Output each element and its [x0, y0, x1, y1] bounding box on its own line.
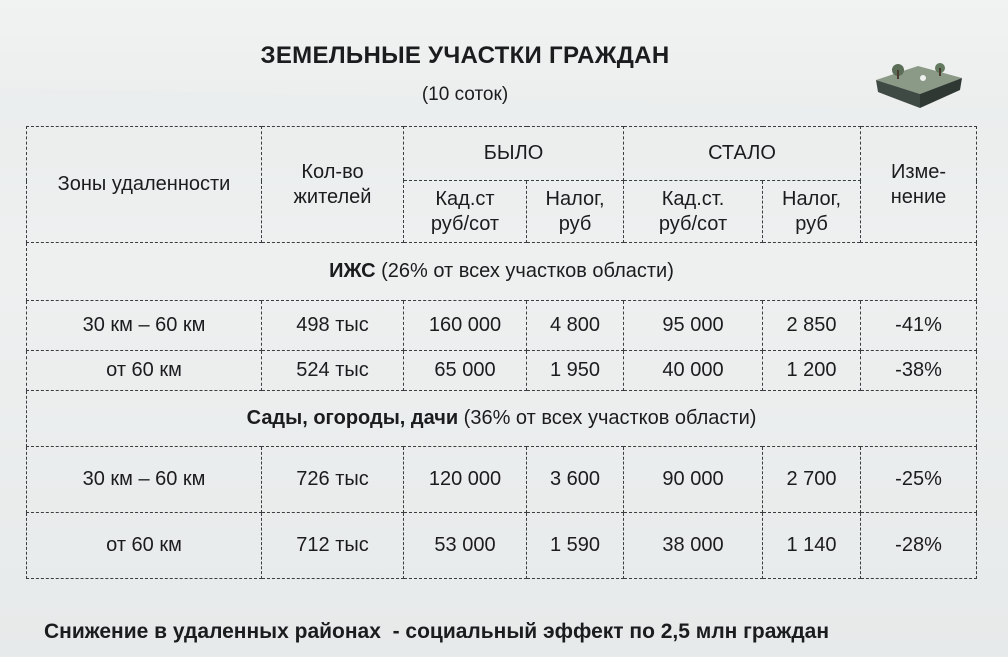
- cell-tax-before: 3 600: [527, 447, 624, 513]
- cell-cad-after: 90 000: [624, 447, 763, 513]
- cell-change: -25%: [861, 447, 977, 513]
- table-row: [27, 447, 977, 513]
- cell-cad-before: 53 000: [404, 513, 527, 579]
- header-tax-after: [763, 181, 861, 243]
- cell-change: -38%: [861, 351, 977, 391]
- header-residents-line1: Кол-во: [301, 161, 364, 184]
- land-plot-icon: [868, 48, 968, 118]
- table-row: [27, 351, 977, 391]
- footer-note: Снижение в удаленных районах - социальный эффект по 2,5 млн граждан: [44, 620, 830, 643]
- cell-change: -28%: [861, 513, 977, 579]
- header-change-line1: Изме-: [890, 161, 947, 184]
- header-change-line2: нение: [890, 185, 947, 208]
- header-tax-after-line2: руб: [795, 212, 828, 235]
- cell-tax-after: 2 850: [763, 301, 861, 351]
- header-cad-before-line2: руб/сот: [430, 212, 500, 235]
- page-subtitle: (10 соток): [421, 84, 509, 105]
- header-zones: Зоны удаленности: [27, 127, 262, 243]
- header-cad-before: [404, 181, 527, 243]
- cell-cad-before: 120 000: [404, 447, 527, 513]
- cell-cad-before: 65 000: [404, 351, 527, 391]
- land-tax-table: [26, 126, 977, 579]
- header-cad-before-line1: Кад.ст: [435, 188, 495, 211]
- section-label-bold: Сады, огороды, дачи: [246, 407, 459, 430]
- cell-residents: 524 тыс: [262, 351, 404, 391]
- section-header: [27, 243, 977, 301]
- header-cad-after-line2: руб/сот: [658, 212, 728, 235]
- cell-residents: 712 тыс: [262, 513, 404, 579]
- section-label-rest: (36% от всех участков области): [458, 407, 757, 430]
- cell-tax-before: 1 590: [527, 513, 624, 579]
- cell-cad-after: 38 000: [624, 513, 763, 579]
- header-before: БЫЛО: [404, 127, 624, 181]
- cell-cad-before: 160 000: [404, 301, 527, 351]
- cell-change: -41%: [861, 301, 977, 351]
- cell-zone: 30 км – 60 км: [27, 301, 262, 351]
- cell-zone: от 60 км: [27, 513, 262, 579]
- header-residents: [262, 127, 404, 243]
- cell-tax-before: 4 800: [527, 301, 624, 351]
- section-header: [27, 391, 977, 447]
- header-tax-before-line2: руб: [558, 212, 592, 235]
- header-tax-before-line1: Налог,: [545, 188, 605, 211]
- header-row-top: [27, 127, 977, 181]
- table-row: [27, 513, 977, 579]
- cell-cad-after: 95 000: [624, 301, 763, 351]
- section-label: [27, 243, 977, 301]
- header-cad-after-line1: Кад.ст.: [661, 188, 725, 211]
- cell-zone: от 60 км: [27, 351, 262, 391]
- header-after: СТАЛО: [624, 127, 861, 181]
- cell-tax-after: 1 200: [763, 351, 861, 391]
- cell-tax-before: 1 950: [527, 351, 624, 391]
- cell-tax-after: 2 700: [763, 447, 861, 513]
- header-change: [861, 127, 977, 243]
- header-residents-line2: жителей: [293, 185, 372, 208]
- header-tax-before: [527, 181, 624, 243]
- cell-cad-after: 40 000: [624, 351, 763, 391]
- header-cad-after: [624, 181, 763, 243]
- page-title: ЗЕМЕЛЬНЫЕ УЧАСТКИ ГРАЖДАН: [260, 42, 670, 69]
- cell-residents: 726 тыс: [262, 447, 404, 513]
- header-tax-after-line1: Налог,: [782, 188, 842, 211]
- cell-residents: 498 тыс: [262, 301, 404, 351]
- cell-zone: 30 км – 60 км: [27, 447, 262, 513]
- cell-tax-after: 1 140: [763, 513, 861, 579]
- section-label-rest: (26% от всех участков области): [375, 260, 674, 283]
- section-label-bold: ИЖС: [329, 260, 376, 283]
- section-label: [27, 391, 977, 447]
- table-row: [27, 301, 977, 351]
